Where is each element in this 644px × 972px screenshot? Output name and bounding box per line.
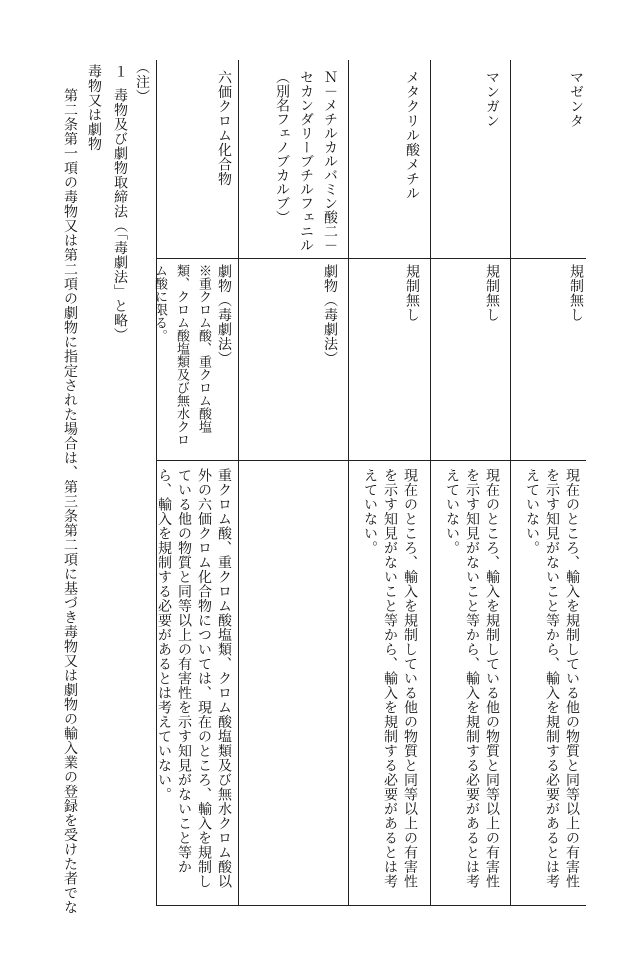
note-item1-number: １ — [112, 64, 128, 79]
row-fenobucarb-name-line3: （別名フェノブカルブ） — [274, 70, 290, 224]
row-methyl-methacrylate-regulation: 規制無し — [404, 264, 420, 322]
table-row-divider-1 — [156, 258, 586, 259]
row-magenta-regulation: 規制無し — [568, 264, 584, 322]
table-bottom-border — [156, 905, 586, 906]
table-col-divider-4 — [238, 60, 239, 905]
row-methyl-methacrylate-reason: 現在のところ、輸入を規制している他の物質と同等以上の有害性を示す知見がないこと等から、輸入を規制する必要があるとは考えていない。 — [362, 468, 418, 889]
row-fenobucarb-regulation: 劇物（毒劇法） — [322, 264, 338, 366]
note-item1-title: 毒物及び劇物取締法（「毒劇法」と略） — [112, 88, 128, 342]
row-hexavalent-chromium-name: 六価クロム化合物 — [216, 70, 232, 186]
row-manganese-regulation: 規制無し — [484, 264, 500, 322]
note-item1-text: 第二条第一項の毒物又は第二項の劇物に指定された場合は、第三条第二項に基づき毒物又は劇物の輸入業の登録を受けた者でな — [62, 88, 78, 915]
row-fenobucarb-name-line1: Ｎ－メチルカルバミン酸二－ — [322, 70, 338, 252]
table-row-divider-2 — [156, 460, 586, 461]
row-methyl-methacrylate-name: メタクリル酸メチル — [404, 70, 420, 201]
table-col-divider-3 — [348, 60, 349, 905]
row-fenobucarb-name-line2: セカンダリーブチルフェニル — [298, 70, 314, 252]
row-hexavalent-chromium-reason: 重クロム酸、重クロム酸塩類、クロム酸塩類及び無水クロム酸以外の六価クロム化合物については、現在のところ、輸入を規制している他の物質と同等以上の有害性を示す知見がないこと等から、輸入を規制する必要があるとは考えていない。 — [156, 468, 232, 889]
table-col-divider-1 — [510, 60, 511, 905]
notes-heading: （注） — [134, 60, 150, 104]
row-magenta-name: マゼンタ — [568, 70, 584, 128]
table-col-divider-2 — [430, 60, 431, 905]
note-item1-subtitle: 毒物又は劇物 — [86, 64, 102, 151]
row-magenta-reason: 現在のところ、輸入を規制している他の物質と同等以上の有害性を示す知見がないこと等から、輸入を規制する必要があるとは考えていない。 — [524, 468, 580, 889]
row-hexavalent-chromium-regulation-note: ※重クロム酸、重クロム酸塩類、クロム酸塩類及び無水クロム酸に限る。 — [152, 264, 211, 446]
row-manganese-name: マンガン — [484, 70, 500, 128]
row-hexavalent-chromium-regulation: 劇物（毒劇法） — [216, 264, 232, 366]
row-manganese-reason: 現在のところ、輸入を規制している他の物質と同等以上の有害性を示す知見がないこと等から、輸入を規制する必要があるとは考えていない。 — [444, 468, 500, 889]
